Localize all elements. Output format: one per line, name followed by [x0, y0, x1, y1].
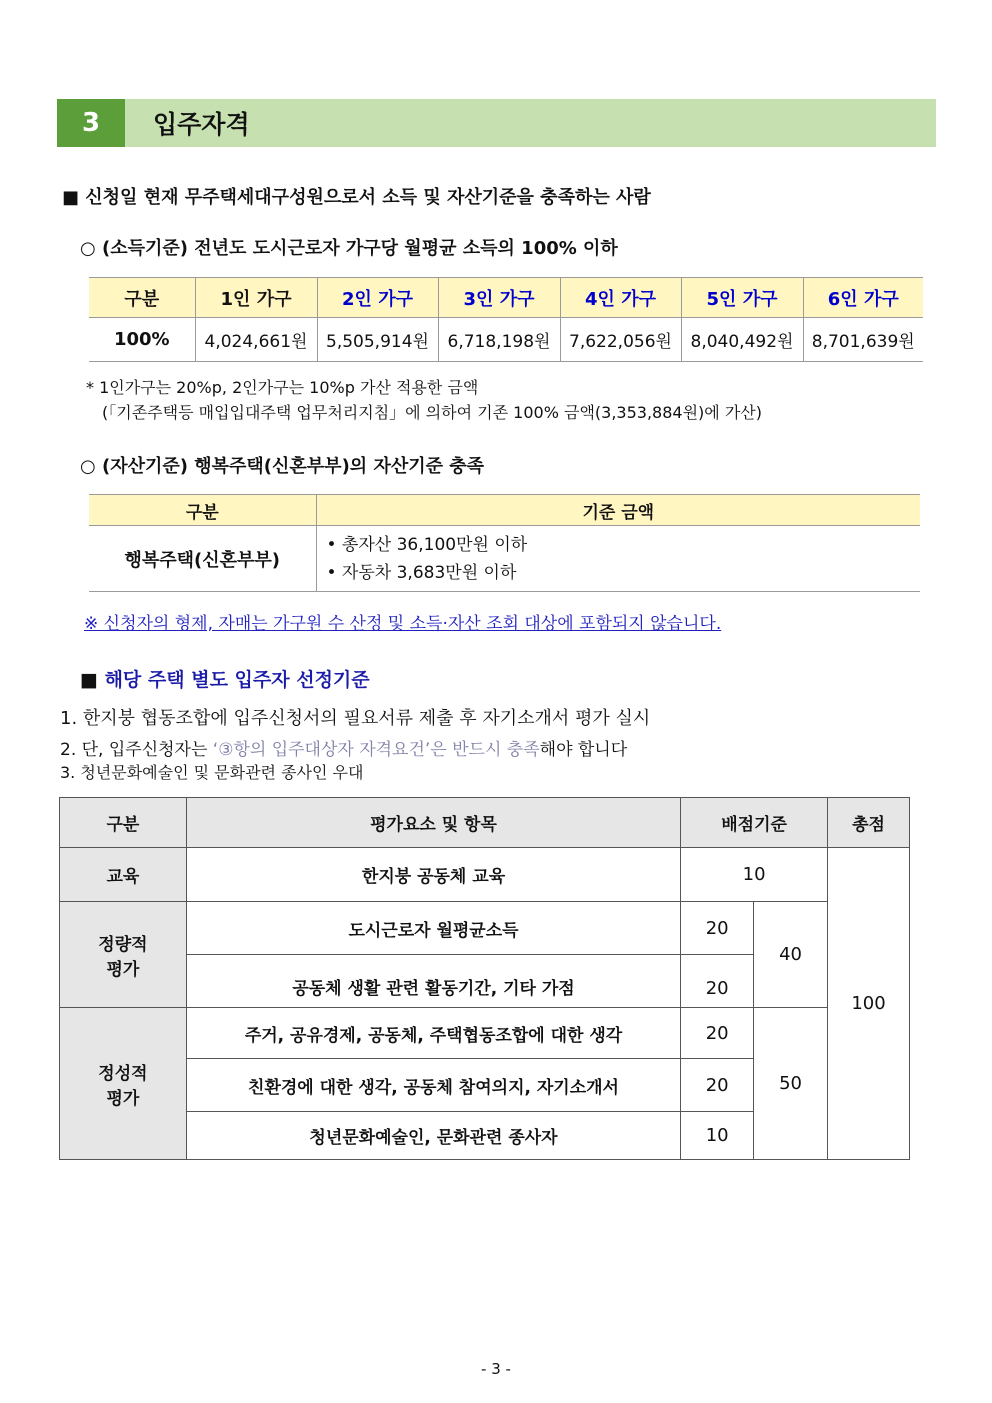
asset-table-row: [89, 526, 920, 592]
selection-heading: [80, 665, 370, 692]
asset-header-cell: 구분: [89, 495, 316, 526]
income-value-cell: 8,040,492원: [681, 318, 803, 362]
asset-note: ※ 신청자의 형제, 자매는 가구원 수 산정 및 소득·자산 조회 대상에 포함되지 않습니다.: [84, 614, 722, 634]
eval-header-score: 배점기준: [681, 798, 828, 848]
eval-subtotal: 50: [754, 1008, 828, 1160]
eval-score: 20: [681, 1059, 754, 1112]
asset-table-header: [89, 495, 920, 526]
eval-item: 주거, 공유경제, 공동체, 주택협동조합에 대한 생각: [186, 1008, 680, 1059]
asset-row-label: 행복주택(신혼부부): [89, 526, 316, 592]
income-header-cell: 3인 가구: [438, 278, 560, 318]
eval-header-category: 구분: [60, 798, 187, 848]
eval-category-quantitative: [60, 902, 187, 1008]
asset-heading: ○ (자산기준) 행복주택(신혼부부)의 자산기준 충족: [80, 456, 485, 477]
selection-item-2-suffix: 해야 합니다: [539, 740, 628, 760]
eval-category-qualitative: [60, 1008, 187, 1160]
eval-category-education: 교육: [60, 848, 187, 902]
eval-score: 10: [681, 1112, 754, 1160]
selection-item-2-quote: ‘③항의 입주대상자 자격요건’은 반드시 충족: [212, 740, 540, 760]
eval-item: 친환경에 대한 생각, 공동체 참여의지, 자기소개서: [186, 1059, 680, 1112]
income-value-cell: 7,622,056원: [560, 318, 681, 362]
eval-category-line: 평가: [106, 959, 140, 980]
eval-item: 청년문화예술인, 문화관련 종사자: [186, 1112, 680, 1160]
income-table: [89, 277, 923, 362]
eval-subtotal: 40: [754, 902, 828, 1008]
income-value-cell: 5,505,914원: [317, 318, 438, 362]
eval-row-qualitative-1: [60, 1008, 910, 1059]
income-header-cell: 2인 가구: [317, 278, 438, 318]
asset-item-car: • 자동차 3,683만원 이하: [326, 562, 517, 583]
asset-header-cell: 기준 금액: [316, 495, 920, 526]
eval-header-row: [60, 798, 910, 848]
asset-table: [89, 494, 920, 592]
selection-heading-bullet: ■: [80, 669, 98, 691]
eval-row-quantitative-1: [60, 902, 910, 955]
income-header-cell: 구분: [89, 278, 195, 318]
selection-item-1: 1. 한지붕 협동조합에 입주신청서의 필요서류 제출 후 자기소개서 평가 실시: [60, 708, 651, 729]
income-note-1: * 1인가구는 20%p, 2인가구는 10%p 가산 적용한 금액: [86, 378, 479, 397]
income-header-cell: 4인 가구: [560, 278, 681, 318]
income-value-cell: 4,024,661원: [195, 318, 317, 362]
eval-score: 20: [681, 955, 754, 1008]
income-table-row: [89, 318, 923, 362]
eval-category-line: 평가: [106, 1088, 140, 1109]
income-row-label: 100%: [89, 318, 195, 362]
eval-header-items: 평가요소 및 항목: [186, 798, 680, 848]
eval-item: 한지붕 공동체 교육: [186, 848, 680, 902]
selection-heading-text: 해당 주택 별도 입주자 선정기준: [104, 669, 370, 691]
eval-category-line: 정량적: [98, 934, 148, 955]
eval-item: 도시근로자 월평균소득: [186, 902, 680, 955]
income-value-cell: 8,701,639원: [803, 318, 923, 362]
eval-score: 20: [681, 1008, 754, 1059]
income-heading: ○ (소득기준) 전년도 도시근로자 가구당 월평균 소득의 100% 이하: [80, 238, 618, 259]
eval-score: 20: [681, 902, 754, 955]
eval-row-education: [60, 848, 910, 902]
main-criteria-bullet: ■ 신청일 현재 무주택세대구성원으로서 소득 및 자산기준을 충족하는 사람: [62, 187, 651, 208]
page-number: - 3 -: [481, 1360, 511, 1378]
income-header-cell: 1인 가구: [195, 278, 317, 318]
income-header-cell: 6인 가구: [803, 278, 923, 318]
income-note-2: (「기존주택등 매입입대주택 업무처리지침」에 의하여 기존 100% 금액(3,353,884원)에 가산): [102, 403, 762, 422]
eval-header-total: 총점: [828, 798, 910, 848]
eval-category-line: 정성적: [98, 1063, 148, 1084]
eval-score: 10: [681, 848, 828, 902]
evaluation-table: [59, 797, 910, 1160]
eval-total: 100: [828, 848, 910, 1160]
section-number: 3: [57, 99, 125, 147]
eval-item: 공동체 생활 관련 활동기간, 기타 가점: [186, 955, 680, 1008]
income-table-header: [89, 278, 923, 318]
income-value-cell: 6,718,198원: [438, 318, 560, 362]
selection-item-2-prefix: 2. 단, 입주신청자는: [60, 740, 213, 760]
selection-item-3: 3. 청년문화예술인 및 문화관련 종사인 우대: [60, 763, 364, 782]
asset-item-total: • 총자산 36,100만원 이하: [326, 534, 528, 555]
section-title: 입주자격: [153, 110, 250, 139]
selection-item-2: [60, 735, 627, 760]
income-header-cell: 5인 가구: [681, 278, 803, 318]
